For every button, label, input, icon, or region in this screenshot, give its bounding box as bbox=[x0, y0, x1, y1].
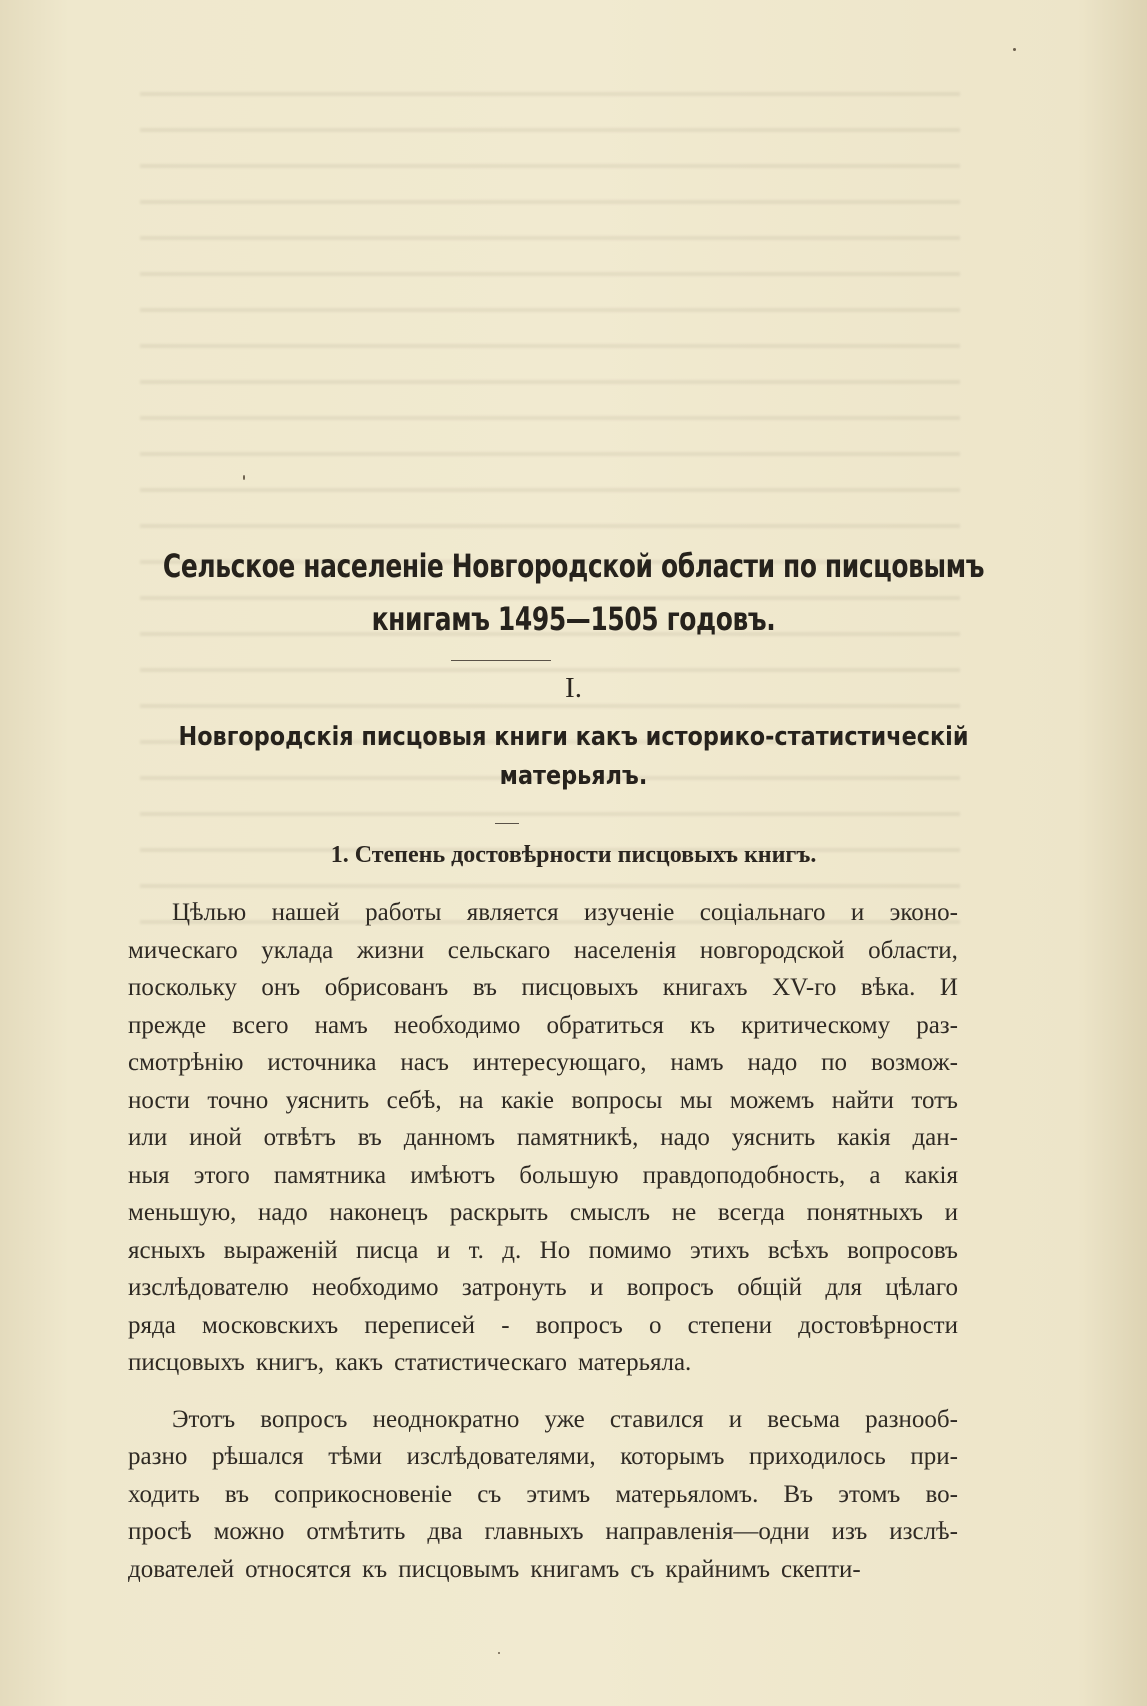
word: для bbox=[825, 1274, 863, 1301]
word: затронуть bbox=[461, 1274, 567, 1301]
word: скепти- bbox=[781, 1555, 861, 1583]
word: степени bbox=[687, 1311, 773, 1339]
word: необходимо bbox=[312, 1274, 439, 1301]
title-line-2: книгамъ 1495—1505 годовъ. bbox=[371, 600, 776, 638]
word: возмож- bbox=[870, 1049, 958, 1076]
word: и bbox=[850, 899, 865, 926]
word: отвѣтъ bbox=[263, 1124, 336, 1151]
word: насъ bbox=[400, 1049, 449, 1076]
paper-speck bbox=[498, 1652, 500, 1654]
word: въ bbox=[357, 1124, 382, 1151]
word: области, bbox=[868, 936, 958, 964]
word: ности bbox=[128, 1086, 190, 1114]
word: иной bbox=[189, 1124, 242, 1151]
word: этимъ bbox=[526, 1480, 591, 1508]
word: намъ bbox=[670, 1049, 724, 1076]
text-line bbox=[128, 1401, 958, 1439]
word: писца bbox=[356, 1236, 419, 1264]
word: данномъ bbox=[403, 1124, 496, 1151]
word: обратиться bbox=[546, 1011, 664, 1039]
text-line bbox=[128, 1007, 958, 1045]
word: себѣ, bbox=[386, 1086, 442, 1114]
word: раскрыть bbox=[449, 1199, 549, 1226]
word: неоднократно bbox=[372, 1405, 520, 1433]
word: имѣютъ bbox=[410, 1161, 496, 1189]
word: и bbox=[589, 1274, 604, 1301]
word: прежде bbox=[128, 1011, 207, 1039]
word: Но bbox=[539, 1236, 571, 1264]
word: онъ bbox=[261, 974, 301, 1001]
word: дователей bbox=[128, 1555, 235, 1583]
text-line bbox=[128, 1232, 958, 1270]
word: смыслъ bbox=[569, 1199, 651, 1226]
word: Этотъ bbox=[172, 1405, 236, 1433]
word: эконо- bbox=[889, 899, 958, 926]
bleed-through-text bbox=[140, 70, 960, 950]
word: или bbox=[128, 1124, 168, 1151]
word: какія bbox=[837, 1124, 891, 1151]
word: въ bbox=[472, 974, 497, 1001]
text-line bbox=[128, 1044, 958, 1082]
word: мическаго bbox=[128, 936, 238, 964]
word: къ bbox=[362, 1555, 388, 1583]
word: надо bbox=[747, 1049, 798, 1076]
text-line bbox=[128, 1269, 958, 1307]
word: и bbox=[728, 1405, 743, 1433]
word: необходимо bbox=[393, 1011, 521, 1039]
word: матерьяла. bbox=[577, 1349, 692, 1376]
page-title bbox=[126, 540, 1021, 646]
word: этомъ bbox=[838, 1480, 901, 1508]
word: Цѣлью bbox=[172, 899, 247, 926]
word: книгъ, bbox=[255, 1349, 325, 1376]
word: большую bbox=[519, 1161, 619, 1189]
word: соприкосновеніе bbox=[274, 1480, 453, 1508]
word: жизни bbox=[356, 936, 425, 964]
chapter-title-line-2: матерьялъ. bbox=[499, 761, 648, 791]
word: ходить bbox=[128, 1480, 200, 1508]
text-line bbox=[128, 1082, 958, 1120]
word: съ bbox=[630, 1555, 655, 1583]
chapter-title bbox=[80, 718, 1066, 796]
word: уклада bbox=[261, 936, 334, 964]
word: населенія bbox=[573, 936, 677, 964]
word: дан- bbox=[912, 1124, 958, 1151]
title-divider bbox=[451, 660, 551, 661]
word: этого bbox=[193, 1161, 250, 1189]
word: ныя bbox=[128, 1161, 170, 1189]
word: меньшую, bbox=[128, 1199, 237, 1226]
word: ряда bbox=[128, 1311, 176, 1339]
word: работы bbox=[365, 899, 442, 926]
word: - bbox=[501, 1311, 510, 1339]
word: смотрѣнію bbox=[128, 1049, 244, 1076]
word: ясныхъ bbox=[128, 1236, 206, 1264]
word: помимо bbox=[588, 1236, 672, 1264]
word: вѣка. bbox=[860, 974, 916, 1001]
word: новгородской bbox=[699, 936, 845, 964]
word: вопросъ bbox=[260, 1405, 348, 1433]
word: общій bbox=[737, 1274, 802, 1301]
word: поскольку bbox=[128, 974, 237, 1001]
word: раз- bbox=[916, 1011, 958, 1039]
word: всѣхъ bbox=[767, 1236, 829, 1264]
word: источника bbox=[267, 1049, 377, 1076]
word: рѣшался bbox=[211, 1443, 304, 1470]
word: о bbox=[649, 1311, 662, 1339]
word: критическому bbox=[741, 1011, 891, 1039]
text-line bbox=[128, 1119, 958, 1157]
chapter-divider bbox=[495, 823, 519, 824]
word: по bbox=[821, 1049, 848, 1076]
word: вопросъ bbox=[626, 1274, 714, 1301]
paper-speck bbox=[243, 475, 245, 480]
word: изслѣдователю bbox=[128, 1274, 289, 1301]
title-line-1: Сельское населеніе Новгородской области по писцовымъ bbox=[162, 547, 985, 585]
text-line bbox=[128, 1513, 958, 1551]
text-line bbox=[128, 1551, 958, 1589]
paragraph bbox=[128, 1401, 958, 1589]
word: надо bbox=[660, 1124, 710, 1151]
word: уже bbox=[544, 1405, 585, 1433]
word: намъ bbox=[314, 1011, 368, 1039]
word: просѣ bbox=[128, 1518, 192, 1545]
word: выраженій bbox=[223, 1236, 338, 1264]
word: точно bbox=[207, 1086, 269, 1114]
section-heading: 1. Степень достовѣрности писцовыхъ книгъ. bbox=[330, 842, 817, 868]
paper-speck bbox=[1013, 48, 1016, 51]
word: два bbox=[427, 1518, 463, 1545]
word: ставился bbox=[609, 1405, 704, 1433]
word: разно bbox=[128, 1443, 188, 1470]
text-line bbox=[128, 1194, 958, 1232]
word: найти bbox=[831, 1086, 894, 1114]
word: отмѣтить bbox=[306, 1518, 406, 1545]
word: XV-го bbox=[772, 974, 837, 1001]
word: уяснить bbox=[285, 1086, 370, 1114]
word: обрисованъ bbox=[324, 974, 449, 1001]
word: приходилось bbox=[749, 1443, 886, 1470]
word: достовѣрности bbox=[798, 1311, 958, 1339]
word: можно bbox=[213, 1518, 285, 1545]
word: тотъ bbox=[911, 1086, 958, 1114]
word: не bbox=[671, 1199, 697, 1226]
word: книгахъ bbox=[662, 974, 748, 1001]
word: направленія—одни bbox=[605, 1518, 810, 1545]
word: изслѣ- bbox=[889, 1518, 958, 1545]
word: изъ bbox=[831, 1518, 868, 1545]
word: сельскаго bbox=[447, 936, 551, 964]
word: писцовыхъ bbox=[521, 974, 639, 1001]
body-text bbox=[128, 894, 958, 1588]
text-line bbox=[128, 969, 958, 1007]
word: памятника bbox=[273, 1161, 387, 1189]
text-line bbox=[128, 1344, 958, 1382]
word: наконецъ bbox=[329, 1199, 429, 1226]
word: съ bbox=[477, 1480, 502, 1508]
word: книгамъ bbox=[530, 1555, 620, 1583]
word: вопросъ bbox=[535, 1311, 623, 1339]
word: какъ bbox=[335, 1349, 384, 1376]
word: д. bbox=[502, 1236, 522, 1264]
word: этихъ bbox=[689, 1236, 750, 1264]
text-line bbox=[128, 1307, 958, 1345]
text-line bbox=[128, 932, 958, 970]
word: соціальнаго bbox=[699, 899, 826, 926]
word: изученіе bbox=[584, 899, 675, 926]
word: И bbox=[939, 974, 958, 1001]
word: переписей bbox=[364, 1311, 476, 1339]
word: какіе bbox=[500, 1086, 554, 1114]
word: памятникѣ, bbox=[516, 1124, 639, 1151]
word: мы bbox=[679, 1086, 713, 1114]
word: къ bbox=[689, 1011, 716, 1039]
word: относятся bbox=[245, 1555, 352, 1583]
word: всего bbox=[232, 1011, 289, 1039]
word: въ bbox=[224, 1480, 249, 1508]
word: вопросы bbox=[571, 1086, 663, 1114]
word: и bbox=[436, 1236, 451, 1264]
word: весьма bbox=[767, 1405, 840, 1433]
word: крайнимъ bbox=[665, 1555, 771, 1583]
word: интересующаго, bbox=[472, 1049, 647, 1076]
word: нашей bbox=[271, 899, 340, 926]
word: цѣлаго bbox=[885, 1274, 958, 1301]
text-line bbox=[128, 1438, 958, 1476]
word: уяснить bbox=[731, 1124, 816, 1151]
word: является bbox=[466, 899, 559, 926]
paragraph bbox=[128, 894, 958, 1382]
word: статистическаго bbox=[394, 1349, 567, 1376]
word: а bbox=[869, 1161, 881, 1189]
word: всегда bbox=[717, 1199, 785, 1226]
word: изслѣдователями, bbox=[406, 1443, 596, 1470]
word: Въ bbox=[783, 1480, 814, 1508]
word: главныхъ bbox=[484, 1518, 584, 1545]
word: на bbox=[459, 1086, 484, 1114]
text-line bbox=[128, 1476, 958, 1514]
word: т. bbox=[468, 1236, 484, 1264]
word: надо bbox=[258, 1199, 308, 1226]
text-line bbox=[128, 1157, 958, 1195]
word: понятныхъ bbox=[806, 1199, 923, 1226]
word: которымъ bbox=[620, 1443, 725, 1470]
word: какія bbox=[904, 1161, 958, 1189]
word: разнооб- bbox=[865, 1405, 958, 1433]
chapter-title-line-1: Новгородскія писцовыя книги какъ историко-статистическій bbox=[178, 722, 969, 752]
word: писцовымъ bbox=[398, 1555, 520, 1583]
chapter-number: I. bbox=[565, 672, 582, 704]
word: и bbox=[944, 1199, 958, 1226]
word: можемъ bbox=[729, 1086, 815, 1114]
word: матерьяломъ. bbox=[615, 1480, 759, 1508]
word: во- bbox=[925, 1480, 958, 1508]
word: при- bbox=[910, 1443, 958, 1470]
word: московскихъ bbox=[201, 1311, 339, 1339]
word: вопросовъ bbox=[847, 1236, 958, 1264]
word: писцовыхъ bbox=[128, 1349, 245, 1376]
word: тѣми bbox=[328, 1443, 382, 1470]
text-line bbox=[128, 894, 958, 932]
word: правдоподобность, bbox=[642, 1161, 846, 1189]
